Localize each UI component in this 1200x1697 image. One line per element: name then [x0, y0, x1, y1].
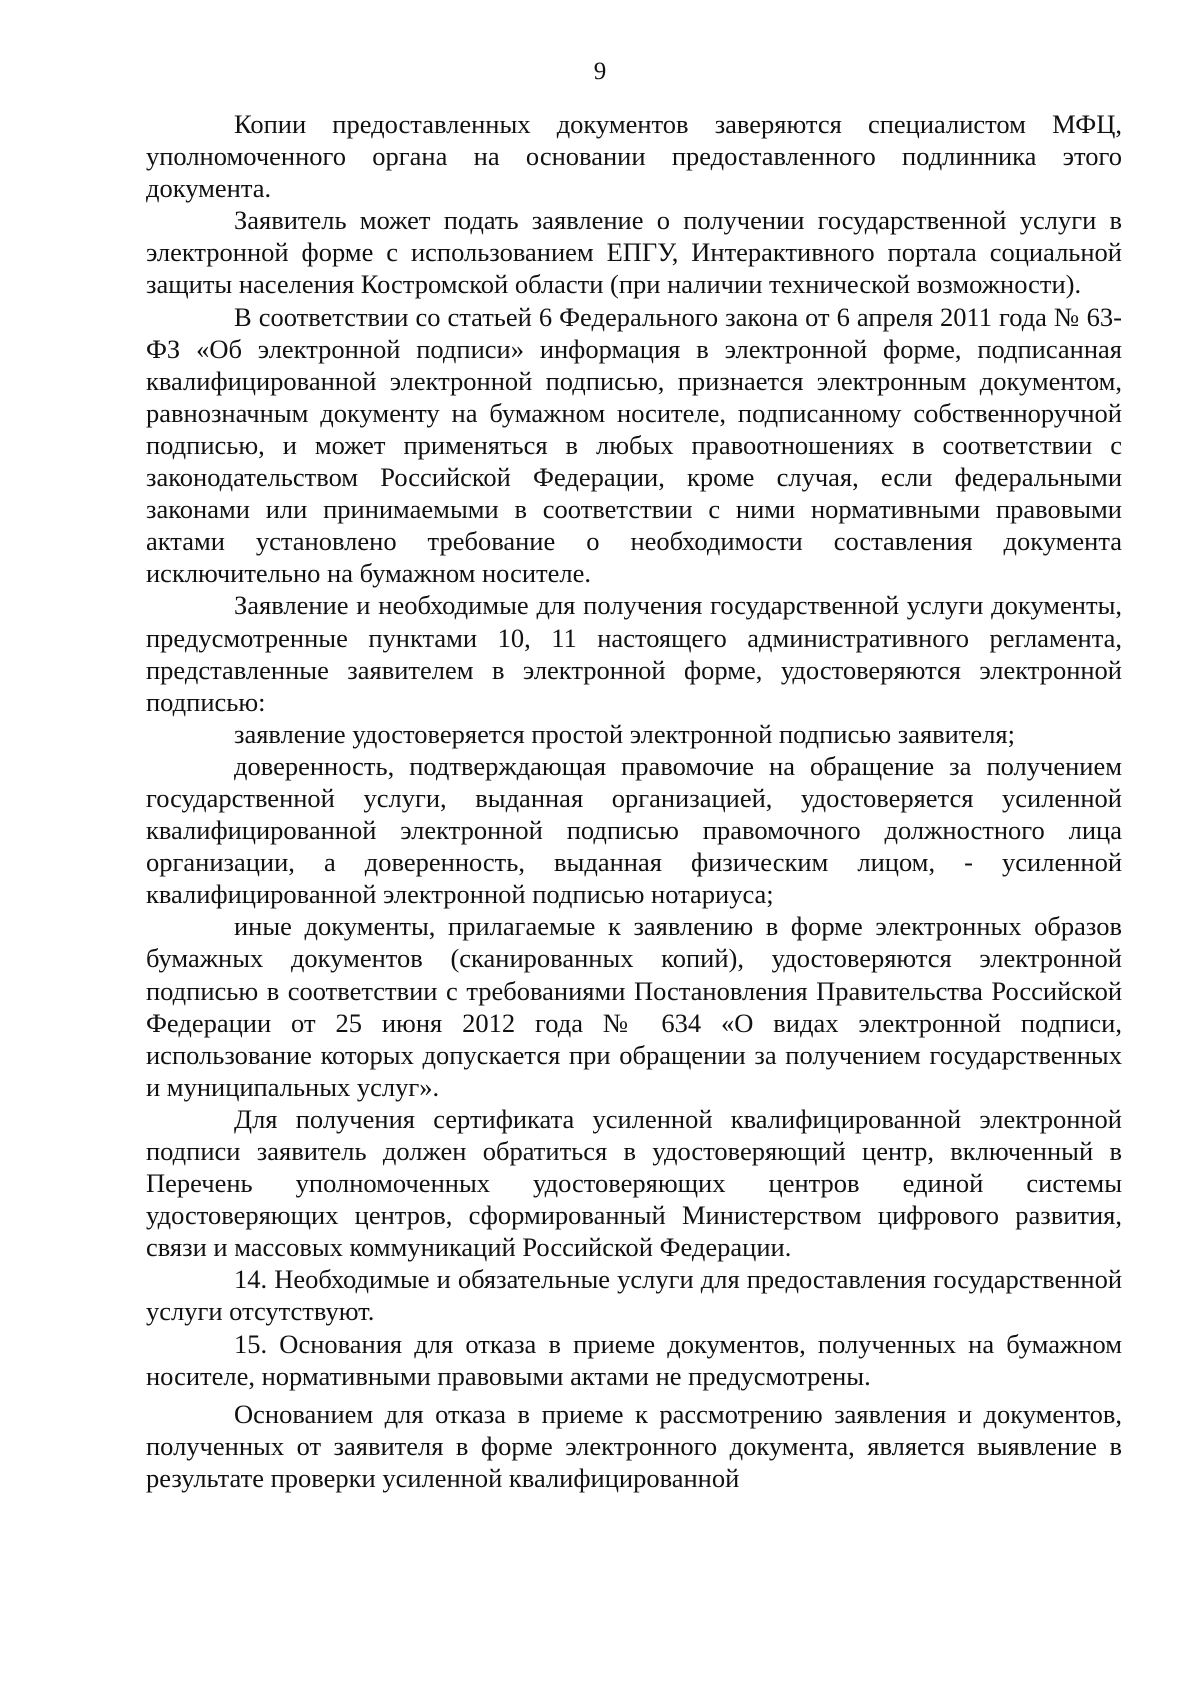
paragraph-documents-signature: Заявление и необходимые для получения государственной услуги документы, предусмотренные пунктами 10, 11 настоящего административного регламента, представленные заявителем в электронной форме, удостоверяются электронной подписью:: [146, 590, 1122, 717]
paragraph-certificate: Для получения сертификата усиленной квалифицированной электронной подписи заявитель должен обратиться в удостоверяющий центр, включенный в Перечень уполномоченных удостоверяющих центров единой системы удостоверяющих центров, сформированный Министерством цифрового развития, связи и массовых коммуникаций Российской Федерации.: [146, 1103, 1122, 1263]
paragraph-other-documents: иные документы, прилагаемые к заявлению в форме электронных образов бумажных документов (сканированных копий), удостоверяются электронной подписью в соответствии с требованиями Постановления Правительства Российской Федерации от 25 июня 2012 года № 634 «О видах электронной подписи, использование которых допускается при обращении за получением государственных и муниципальных услуг».: [146, 911, 1122, 1102]
paragraph-simple-signature: заявление удостоверяется простой электронной подписью заявителя;: [234, 718, 1015, 749]
paragraph-electronic-application: Заявитель может подать заявление о получении государственной услуги в электронной форме с использованием ЕПГУ, Интерактивного портала социальной защиты населения Костромской области (при наличии технической возможности).: [146, 205, 1122, 300]
paragraph-refusal-grounds: Основанием для отказа в приеме к рассмотрению заявления и документов, полученных от заявителя в форме электронного документа, является выявление в результате проверки усиленной квалифицированной: [146, 1398, 1122, 1493]
paragraph-power-of-attorney: доверенность, подтверждающая правомочие на обращение за получением государственной услуги, выданная организацией, удостоверяется усиленной квалифицированной электронной подписью правомочного должностного лица организации, а доверенность, выданная физическим лицом, - усиленной квалифицированной электронной подписью нотариуса;: [146, 750, 1122, 910]
paragraph-copies-certification: Копии предоставленных документов заверяются специалистом МФЦ, уполномоченного органа на основании предоставленного подлинника этого документа.: [146, 109, 1122, 204]
paragraph-item-15: 15. Основания для отказа в приеме документов, полученных на бумажном носителе, нормативными правовыми актами не предусмотрены.: [146, 1328, 1122, 1391]
paragraph-electronic-signature-law: В соответствии со статьей 6 Федерального закона от 6 апреля 2011 года № 63-ФЗ «Об электронной подписи» информация в электронной форме, подписанная квалифицированной электронной подписью, признается электронным документом, равнозначным документу на бумажном носителе, подписанному собственноручной подписью, и может применяться в любых правоотношениях в соответствии с законодательством Российской Федерации, кроме случая, если федеральными законами или принимаемыми в соответствии с ними нормативными правовыми актами установлено требование о необходимости составления документа исключительно на бумажном носителе.: [146, 301, 1122, 589]
paragraph-item-14: 14. Необходимые и обязательные услуги для предоставления государственной услуги отсутствуют.: [146, 1264, 1122, 1327]
page-number: 9: [593, 58, 607, 85]
document-body: [146, 108, 1122, 1494]
